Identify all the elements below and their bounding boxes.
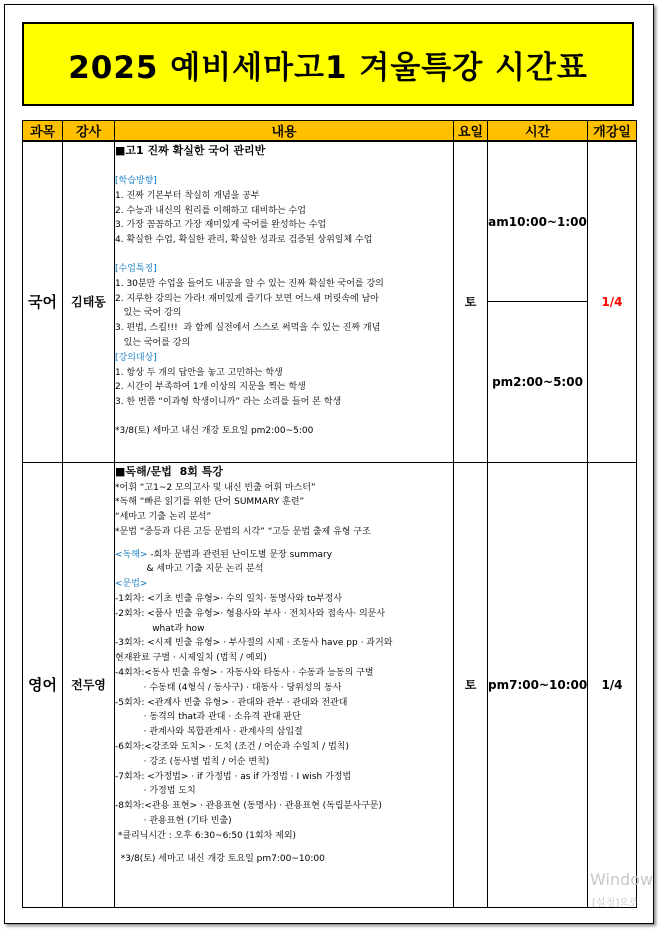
time-korean-morning: am10:00~1:00 — [488, 142, 587, 302]
korean-target-item: 3. 한 번쯤 “이과형 학생이니까” 라는 소리를 들어 본 학생 — [115, 397, 342, 408]
korean-feature-item: 있는 국어 강의 — [115, 308, 182, 319]
english-grammar-item: -6회차:<강조와 도치> · 도치 (조건 / 어순과 수일치 / 법칙) — [115, 742, 349, 753]
english-grammar-label: <문법> — [115, 579, 148, 590]
english-grammar-item: · 수동태 (4형식 / 동사구) · 대동사 · 당위성의 동사 — [115, 682, 342, 693]
english-grammar-item: -3회차: <시제 빈출 유형> · 부사절의 시제 · 조동사 have pp · 과거와 — [115, 638, 393, 649]
korean-headline: ■고1 진짜 확실한 국어 관리반 — [115, 144, 266, 157]
english-note: *3/8(토) 세마고 내신 개강 토요일 pm7:00~10:00 — [115, 853, 325, 864]
english-headline: ■독해/문법 8회 특강 — [115, 464, 223, 478]
korean-feature-item: 3. 편법, 스킬!!! 과 함께 실전에서 스스로 써먹을 수 있는 진짜 개념 — [115, 323, 381, 334]
korean-method-item: 2. 수능과 내신의 원리를 이해하고 대비하는 수업 — [115, 205, 306, 216]
korean-target-item: 1. 항상 두 개의 답안을 놓고 고민하는 학생 — [115, 367, 283, 378]
english-intro-item: “세마고 기출 논리 분석” — [115, 512, 212, 523]
korean-feature-item: 1. 30분만 수업을 들어도 내공을 알 수 있는 진짜 확실한 국어를 강의 — [115, 278, 384, 289]
english-grammar-item: -4회차:<동사 빈출 유형> · 자동사와 타동사 · 수동과 능동의 구별 — [115, 668, 374, 679]
header-time: 시간 — [488, 121, 588, 142]
english-reading-label: <독해> — [115, 549, 148, 560]
english-grammar-item: -8회차:<관용 표현> · 관용표현 (동명사) · 관용표현 (독립분사구문) — [115, 801, 382, 812]
english-grammar-item: · 관계사와 복합관계사 · 관계사의 삽입절 — [115, 727, 303, 738]
teacher-korean: 김태동 — [63, 141, 115, 462]
day-korean: 토 — [454, 141, 488, 462]
subject-english: 영어 — [23, 462, 63, 908]
korean-method-item: 3. 가장 꼼꼼하고 가장 재미있게 국어를 완성하는 수업 — [115, 220, 327, 231]
english-clinic-time: *클리닉시간 : 오후 6:30~6:50 (1회차 제외) — [115, 830, 297, 841]
english-grammar-item: 현재완료 구별 · 시제일치 (법칙 / 예외) — [115, 653, 267, 664]
korean-method-item: 4. 확실한 수업, 확실한 관리, 확실한 성과로 검증된 상위일체 수업 — [115, 235, 373, 246]
korean-target-label: [강의대상] — [115, 352, 157, 363]
korean-feature-item: 있는 국어를 강의 — [115, 337, 191, 348]
english-grammar-item: -2회차: <품사 빈출 유형>· 형용사와 부사 · 전치사와 접속사· 의문사 — [115, 608, 386, 619]
time-korean-afternoon: pm2:00~5:00 — [492, 374, 583, 389]
table-row-korean — [23, 141, 637, 462]
subject-korean: 국어 — [23, 141, 63, 462]
content-english — [115, 462, 454, 908]
korean-method-label: [학습방향] — [115, 176, 157, 186]
english-grammar-item: -7회차: <가정법> · if 가정법 · as if 가정법 · I wish 가정법 — [115, 771, 352, 782]
schedule-table — [22, 120, 637, 908]
english-reading-item: & 세마고 기출 지문 논리 분석 — [115, 564, 264, 575]
time-english: pm7:00~10:00 — [488, 462, 588, 908]
windows-activation-watermark: Window — [590, 870, 654, 889]
header-open-date: 개강일 — [588, 121, 637, 142]
windows-activation-watermark-sub: [설정]으로 — [592, 898, 639, 909]
open-date-english: 1/4 — [588, 462, 637, 908]
english-grammar-item: · 관용표현 (기타 빈출) — [115, 816, 232, 827]
table-row-english — [23, 462, 637, 908]
english-grammar-item: · 강조 (동사별 법칙 / 어순 변칙) — [115, 756, 270, 767]
english-grammar-item: · 동격의 that과 관대 · 소유격 관대 판단 — [115, 712, 301, 723]
header-teacher: 강사 — [63, 121, 115, 142]
content-korean — [115, 141, 454, 462]
teacher-english: 전두영 — [63, 462, 115, 908]
korean-target-item: 2. 시간이 부족하여 1개 이상의 지문을 찍는 학생 — [115, 382, 306, 393]
header-subject: 과목 — [23, 121, 63, 142]
english-intro-item: *독해 “빠른 읽기를 위한 단어 SUMMARY 훈련” — [115, 497, 305, 508]
english-grammar-item: -1회차: <기초 빈출 유형>· 수의 일치· 동명사와 to부정사 — [115, 594, 343, 605]
page-title: 2025 예비세마고1 겨울특강 시간표 — [68, 49, 588, 86]
open-date-korean: 1/4 — [588, 141, 637, 462]
header-day: 요일 — [454, 121, 488, 142]
table-header-row — [23, 121, 637, 142]
title-banner — [22, 22, 634, 106]
english-reading-item: -회차 문법과 관련된 난이도별 문장 summary — [147, 549, 333, 560]
day-english: 토 — [454, 462, 488, 908]
english-intro-item: *문법 “중등과 다른 고등 문법의 시각” “고등 문법 출제 유형 구조 — [115, 526, 371, 537]
header-content: 내용 — [115, 121, 454, 142]
english-intro-item: *어휘 “고1~2 모의고사 및 내신 빈출 어휘 마스터” — [115, 482, 316, 493]
english-grammar-item: · 가정법 도치 — [115, 786, 196, 797]
korean-note: *3/8(토) 세마고 내신 개강 토요일 pm2:00~5:00 — [115, 425, 314, 436]
korean-method-item: 1. 진짜 기본부터 착실히 개념을 공부 — [115, 190, 260, 201]
time-korean — [488, 141, 588, 462]
english-grammar-item: what과 how — [115, 623, 205, 634]
korean-feature-item: 2. 지루한 강의는 가라! 재미있게 즐기다 보면 어느새 머릿속에 남아 — [115, 293, 379, 304]
english-grammar-item: -5회차: <관계사 빈출 유형> · 관대와 관부 · 관대와 전관대 — [115, 697, 348, 708]
korean-feature-label: [수업특징] — [115, 263, 157, 274]
